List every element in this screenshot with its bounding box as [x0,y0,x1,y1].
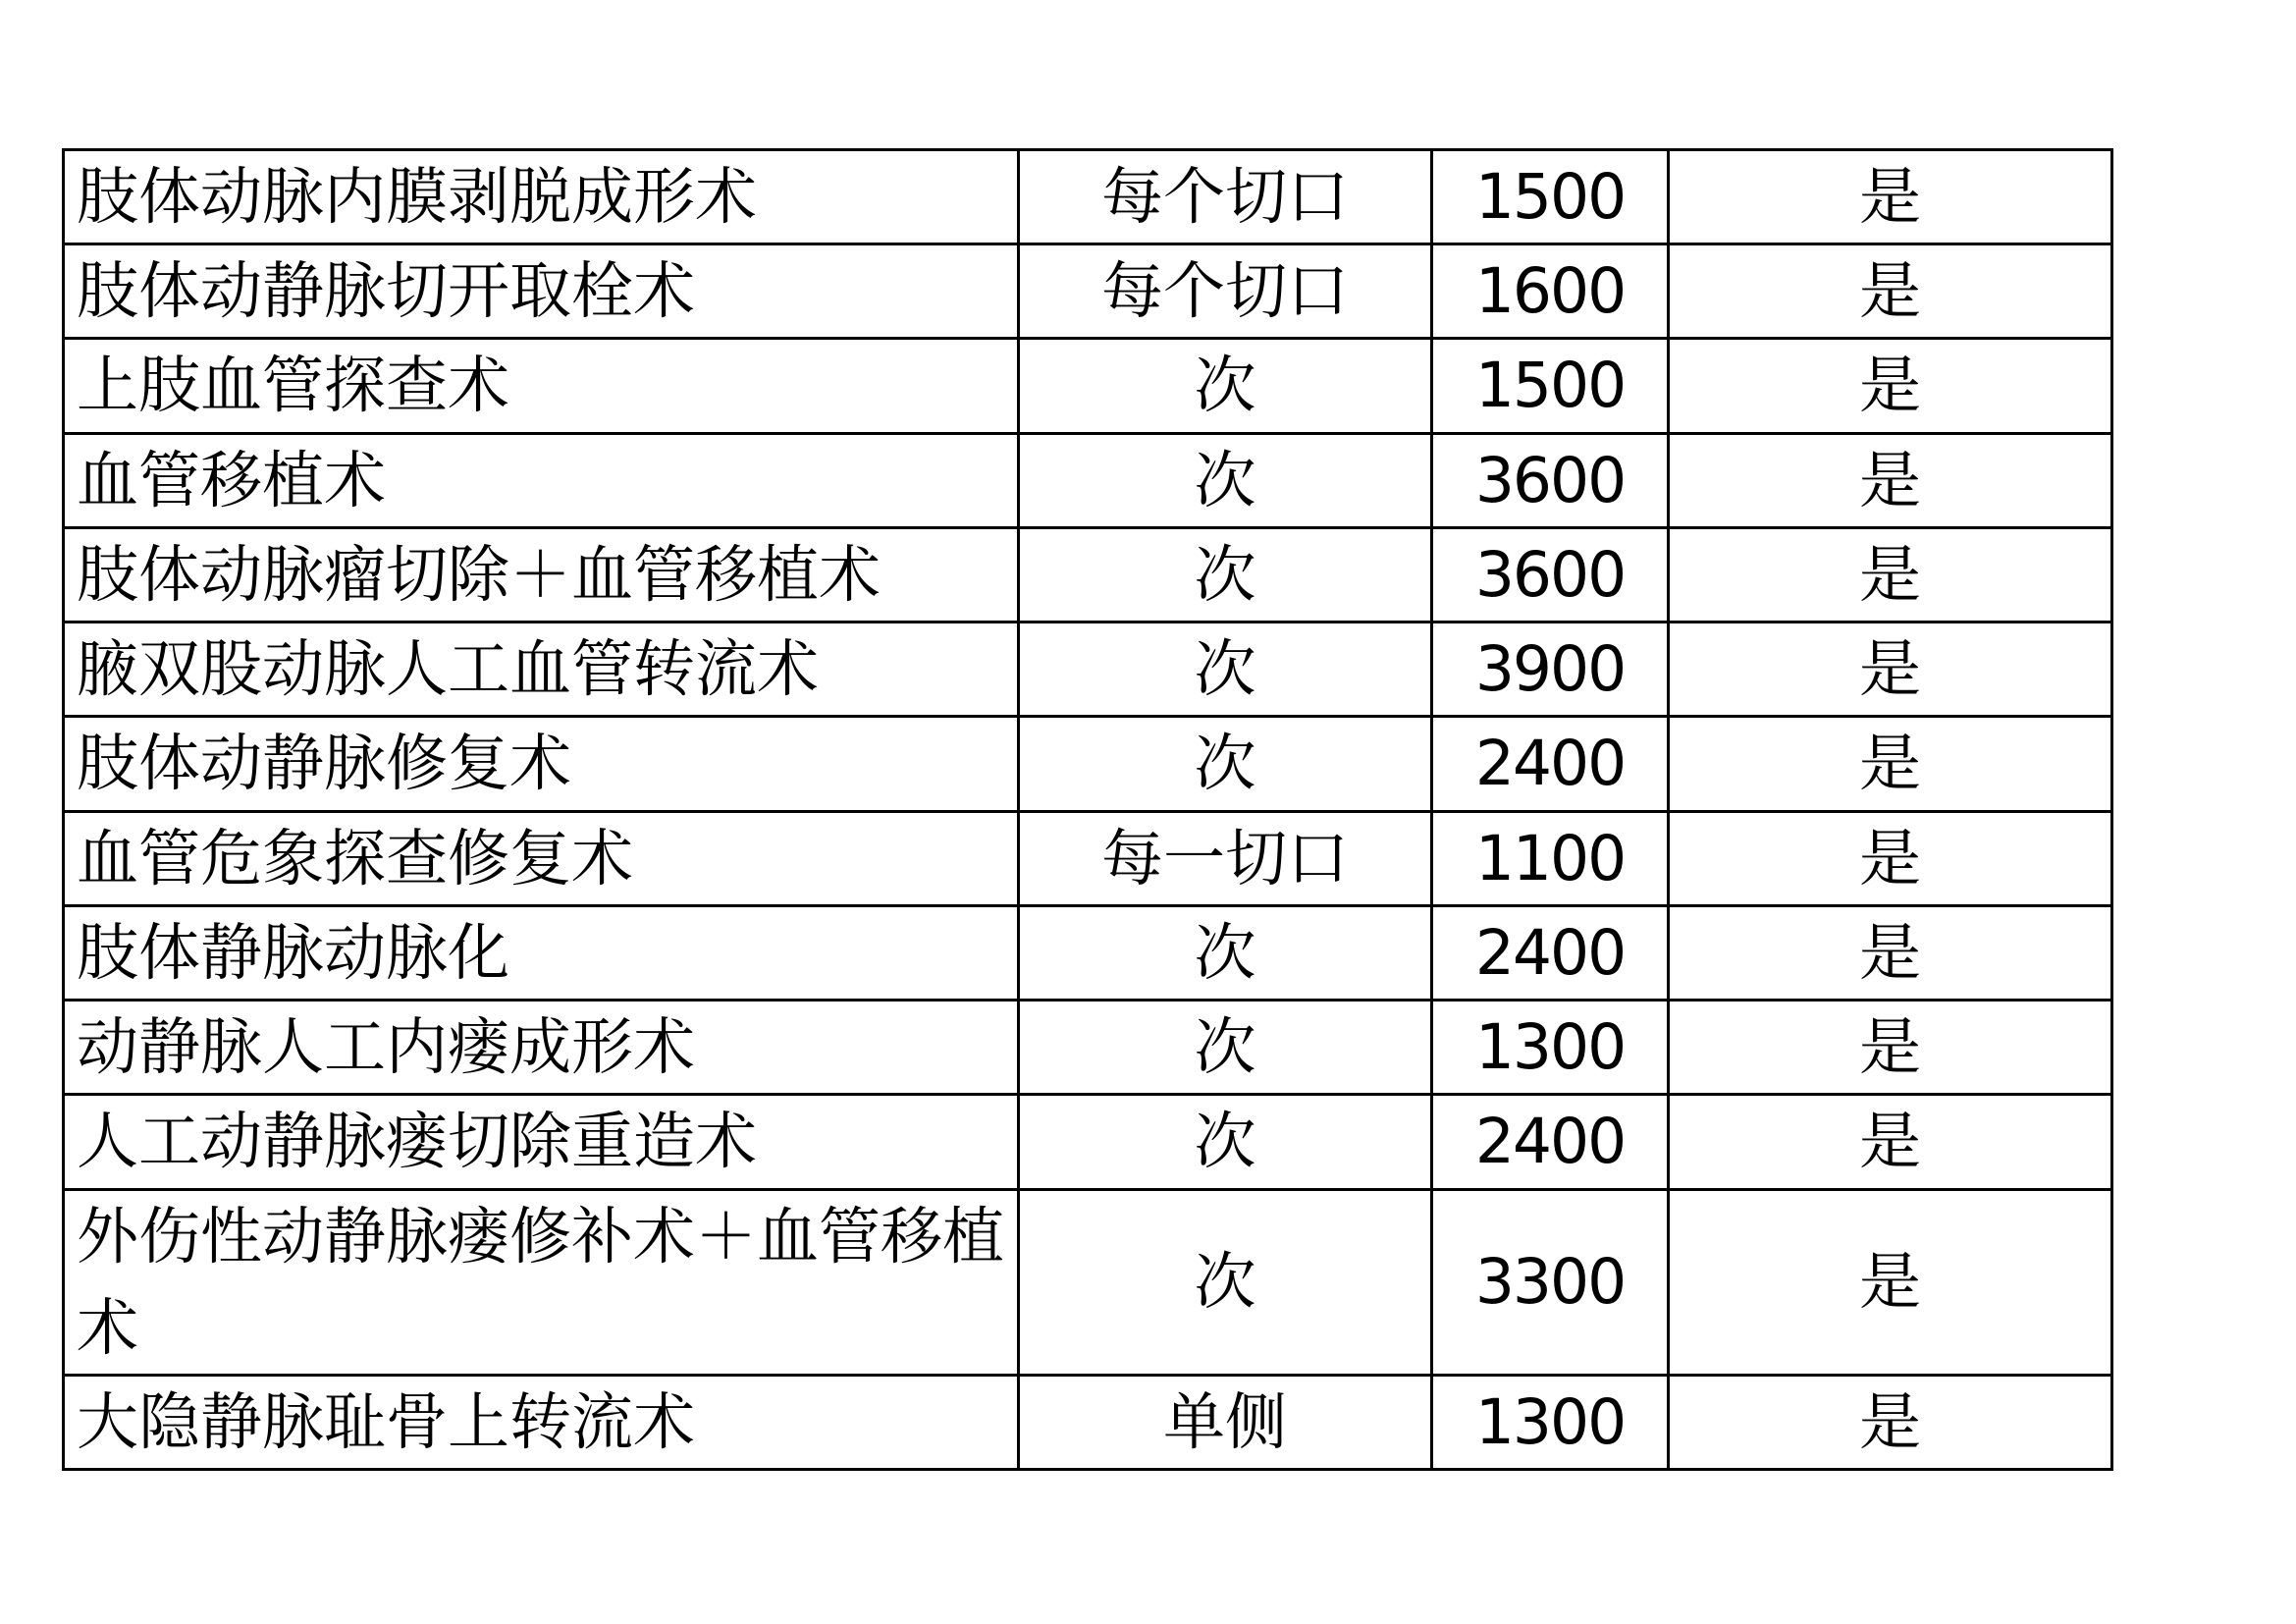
procedure-name-cell: 人工动静脉瘘切除重造术 [64,1095,1019,1189]
table-row [64,244,2112,339]
unit-cell: 次 [1019,339,1432,433]
price-cell: 1500 [1432,150,1669,244]
procedure-name-cell: 血管移植术 [64,433,1019,527]
procedure-name-cell: 血管危象探查修复术 [64,811,1019,905]
flag-cell: 是 [1669,811,2112,905]
table-row [64,1376,2112,1470]
unit-cell: 次 [1019,1095,1432,1189]
fee-table-body [64,150,2112,1470]
flag-cell: 是 [1669,339,2112,433]
unit-cell: 每个切口 [1019,150,1432,244]
unit-cell: 次 [1019,623,1432,717]
flag-cell: 是 [1669,623,2112,717]
flag-cell: 是 [1669,1189,2112,1375]
table-row [64,905,2112,1000]
table-row [64,1189,2112,1375]
table-row [64,150,2112,244]
unit-cell: 次 [1019,1001,1432,1095]
procedure-name-cell: 肢体动脉内膜剥脱成形术 [64,150,1019,244]
price-cell: 1100 [1432,811,1669,905]
unit-cell: 次 [1019,905,1432,1000]
unit-cell: 次 [1019,1189,1432,1375]
flag-cell: 是 [1669,717,2112,811]
table-row [64,527,2112,622]
table-row [64,623,2112,717]
price-cell: 3900 [1432,623,1669,717]
table-row [64,717,2112,811]
price-cell: 3600 [1432,433,1669,527]
procedure-name-cell: 上肢血管探查术 [64,339,1019,433]
flag-cell: 是 [1669,1376,2112,1470]
procedure-name-cell: 肢体动静脉切开取栓术 [64,244,1019,339]
unit-cell: 次 [1019,717,1432,811]
fee-table [62,148,2113,1471]
price-cell: 1300 [1432,1001,1669,1095]
procedure-name-cell: 肢体动脉瘤切除＋血管移植术 [64,527,1019,622]
flag-cell: 是 [1669,905,2112,1000]
flag-cell: 是 [1669,1001,2112,1095]
price-cell: 1300 [1432,1376,1669,1470]
price-cell: 2400 [1432,1095,1669,1189]
unit-cell: 每个切口 [1019,244,1432,339]
table-row [64,1001,2112,1095]
procedure-name-cell: 肢体静脉动脉化 [64,905,1019,1000]
unit-cell: 每一切口 [1019,811,1432,905]
price-cell: 1500 [1432,339,1669,433]
procedure-name-cell: 大隐静脉耻骨上转流术 [64,1376,1019,1470]
price-cell: 1600 [1432,244,1669,339]
procedure-name-cell: 动静脉人工内瘘成形术 [64,1001,1019,1095]
procedure-name-cell: 外伤性动静脉瘘修补术＋血管移植术 [64,1189,1019,1375]
procedure-name-cell: 肢体动静脉修复术 [64,717,1019,811]
table-row [64,433,2112,527]
price-cell: 2400 [1432,905,1669,1000]
price-cell: 3300 [1432,1189,1669,1375]
table-row [64,1095,2112,1189]
unit-cell: 次 [1019,433,1432,527]
table-row [64,339,2112,433]
price-cell: 3600 [1432,527,1669,622]
table-row [64,811,2112,905]
price-cell: 2400 [1432,717,1669,811]
flag-cell: 是 [1669,433,2112,527]
unit-cell: 单侧 [1019,1376,1432,1470]
flag-cell: 是 [1669,244,2112,339]
flag-cell: 是 [1669,527,2112,622]
procedure-name-cell: 腋双股动脉人工血管转流术 [64,623,1019,717]
flag-cell: 是 [1669,1095,2112,1189]
flag-cell: 是 [1669,150,2112,244]
unit-cell: 次 [1019,527,1432,622]
